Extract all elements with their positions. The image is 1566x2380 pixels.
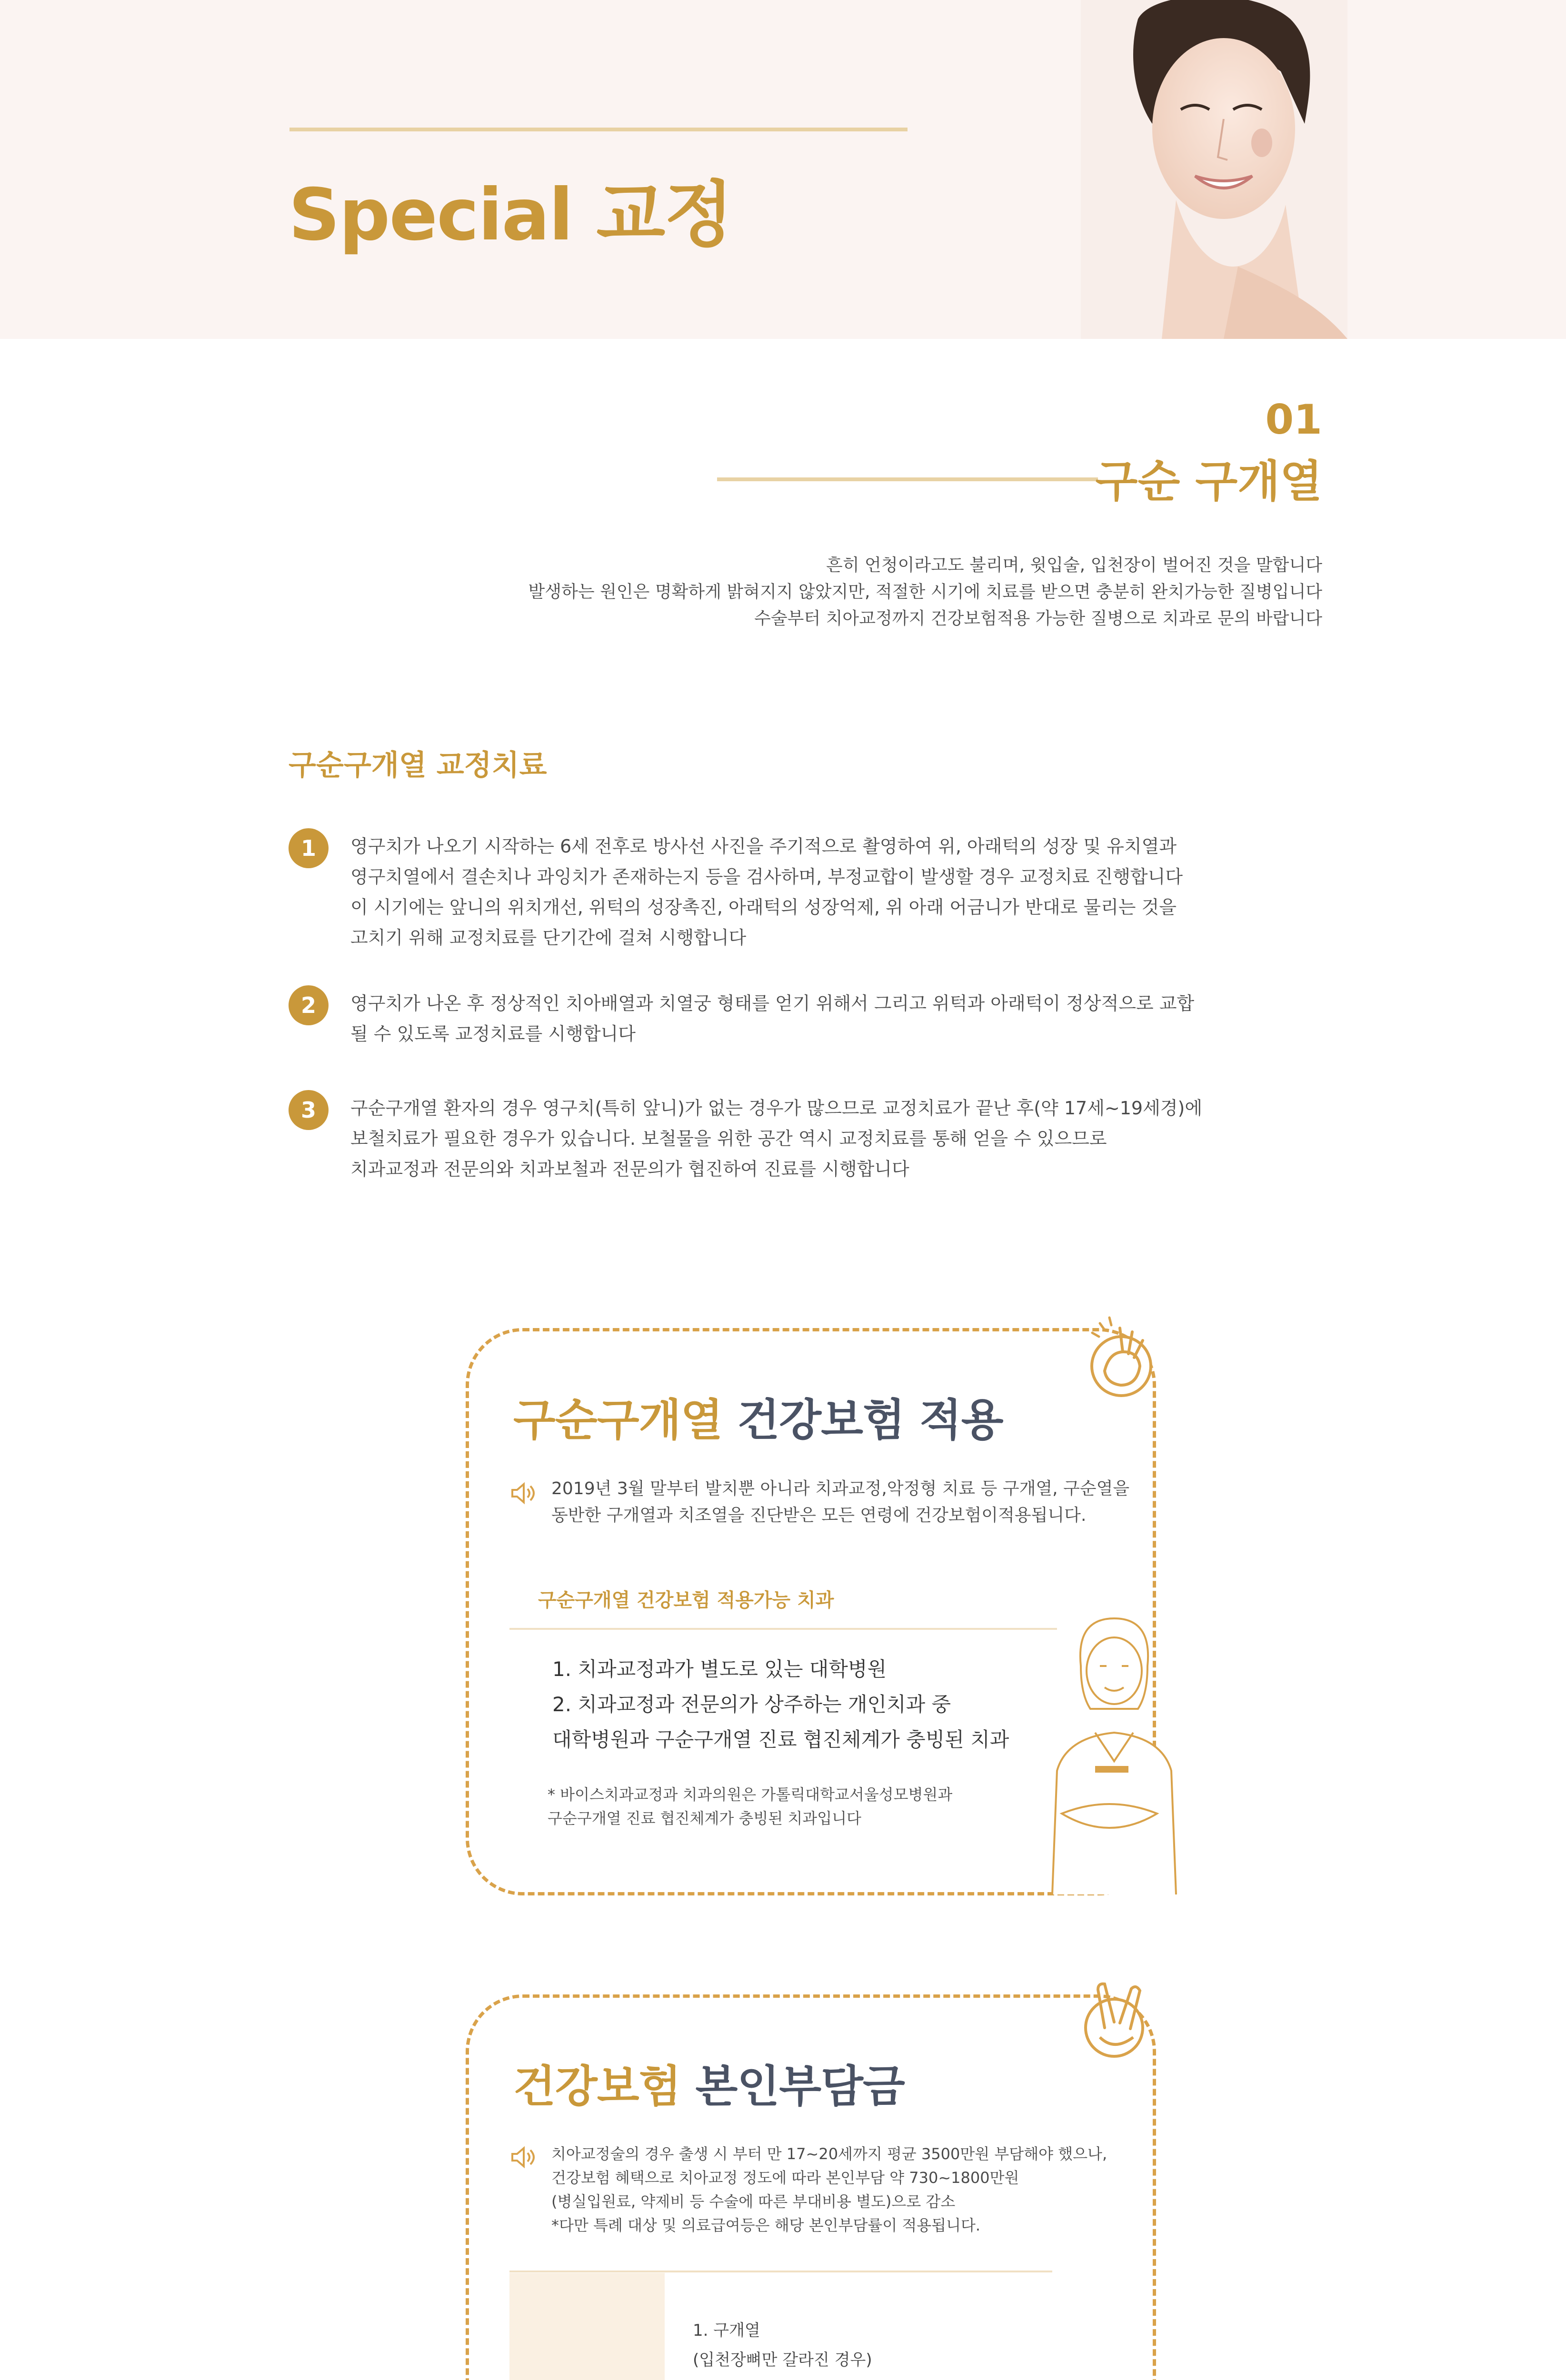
card2-divider bbox=[509, 2271, 1052, 2272]
step-text bbox=[350, 1093, 1255, 1184]
card1-note-line: * 바이스치과교정과 치과의원은 가톨릭대학교서울성모병원과 bbox=[548, 1785, 953, 1804]
step-line: 될 수 있도록 교정치료를 시행합니다 bbox=[350, 1023, 636, 1044]
card1-title-highlight: 구순구개열 bbox=[513, 1395, 723, 1446]
card2-title-rest: 본인부담금 bbox=[695, 2061, 905, 2112]
card1-list-item: 2. 치과교정과 전문의가 상주하는 개인치과 중 bbox=[552, 1693, 951, 1716]
card1-note-line: 구순구개열 진료 협진체계가 충빙된 치과입니다 bbox=[548, 1809, 861, 1827]
card2-intro bbox=[551, 2142, 1107, 2237]
card1-title bbox=[513, 1385, 1003, 1448]
card1-list-item: 대학병원과 구순구개열 진료 협진체계가 충빙된 치과 bbox=[552, 1728, 1009, 1751]
card2-intro-line: (병실입원료, 약제비 등 수술에 따른 부대비용 별도)으로 감소 bbox=[551, 2192, 956, 2211]
condition-line: (입천장뼈만 갈라진 경우) bbox=[693, 2350, 872, 2370]
conditions-label-box bbox=[509, 2273, 665, 2380]
step-line: 이 시기에는 앞니의 위치개선, 위턱의 성장촉진, 아래턱의 성장억제, 위 아래 어금니가 반대로 물리는 것을 bbox=[350, 897, 1177, 918]
step-line: 보철치료가 필요한 경우가 있습니다. 보철물을 위한 공간 역시 교정치료를 통해 얻을 수 있으므로 bbox=[350, 1128, 1107, 1149]
step-number-badge: 2 bbox=[289, 985, 329, 1025]
page-title: Special 교정 bbox=[289, 174, 733, 257]
card1-intro-line: 2019년 3월 말부터 발치뿐 아니라 치과교정,악정형 치료 등 구개열, 구순열을 bbox=[551, 1479, 1130, 1498]
card2-intro-line: 치아교정술의 경우 출생 시 부터 만 17~20세까지 평균 3500만원 부담해야 했으나, bbox=[551, 2145, 1107, 2163]
card1-subtitle: 구순구개열 건강보험 적용가능 치과 bbox=[538, 1589, 834, 1611]
step-line: 영구치가 나온 후 정상적인 치아배열과 치열궁 형태를 얻기 위해서 그리고 위턱과 아래턱이 정상적으로 교합 bbox=[350, 993, 1195, 1014]
card1-intro-line: 동반한 구개열과 치조열을 진단받은 모든 연령에 건강보험이적용됩니다. bbox=[551, 1506, 1087, 1525]
card2-intro-line: *다만 특례 대상 및 의료급여등은 해당 본인부담률이 적용됩니다. bbox=[551, 2216, 981, 2234]
step-number-badge: 3 bbox=[289, 1090, 329, 1130]
section-divider bbox=[717, 477, 1098, 481]
step-line: 고치기 위해 교정치료를 단기간에 걸쳐 시행합니다 bbox=[350, 927, 747, 948]
hand-ok-icon bbox=[1086, 1314, 1157, 1399]
conditions-list bbox=[693, 2316, 1016, 2380]
speaker-icon bbox=[509, 2144, 535, 2170]
intro-line: 발생하는 원인은 명확하게 밝혀지지 않았지만, 적절한 시기에 치료를 받으면 충분히 완치가능한 질병입니다 bbox=[528, 582, 1322, 602]
step-line: 영구치열에서 결손치나 과잉치가 존재하는지 등을 검사하며, 부정교합이 발생할 경우 교정치료 진행합니다 bbox=[350, 866, 1183, 887]
condition-line bbox=[693, 2375, 1016, 2380]
intro-line: 수술부터 치아교정까지 건강보험적용 가능한 질병으로 치과로 문의 바랍니다 bbox=[754, 609, 1322, 628]
section-intro bbox=[275, 552, 1322, 632]
step-line: 치과교정과 전문의와 치과보철과 전문의가 협진하여 진료를 시행합니다 bbox=[350, 1159, 909, 1180]
hero-banner bbox=[0, 0, 1566, 339]
doctor-illustration bbox=[1033, 1609, 1186, 1894]
card2-intro-line: 건강보험 혜택으로 치아교정 정도에 따라 본인부담 약 730~1800만원 bbox=[551, 2169, 1019, 2187]
card1-intro bbox=[551, 1476, 1129, 1529]
card2-title-highlight: 건강보험 bbox=[513, 2061, 681, 2112]
hero-divider bbox=[289, 128, 908, 131]
model-portrait-image bbox=[1081, 0, 1347, 339]
intro-line: 흔히 언청이라고도 불리며, 윗입술, 입천장이 벌어진 것을 말합니다 bbox=[826, 555, 1322, 575]
hand-v-sign-icon bbox=[1076, 1975, 1152, 2061]
card1-title-rest: 건강보험 적용 bbox=[737, 1395, 1003, 1446]
speaker-icon bbox=[509, 1480, 535, 1506]
step-number-badge: 1 bbox=[289, 828, 329, 868]
section-number: 01 bbox=[1265, 396, 1322, 444]
card1-note bbox=[548, 1783, 952, 1830]
card1-list-item: 1. 치과교정과가 별도로 있는 대학병원 bbox=[552, 1657, 887, 1681]
step-line: 영구치가 나오기 시작하는 6세 전후로 방사선 사진을 주기적으로 촬영하여 위, 아래턱의 성장 및 유치열과 bbox=[350, 836, 1177, 857]
condition-line: 1. 구개열 bbox=[693, 2321, 760, 2340]
card1-list bbox=[552, 1652, 1009, 1757]
step-text bbox=[350, 988, 1255, 1049]
card1-divider bbox=[509, 1628, 1057, 1630]
card2-title bbox=[513, 2052, 905, 2114]
step-line: 구순구개열 환자의 경우 영구치(특히 앞니)가 없는 경우가 많으므로 교정치료가 끝난 후(약 17세~19세경)에 bbox=[350, 1098, 1203, 1119]
section-title: 구순 구개열 bbox=[1095, 456, 1322, 507]
treatment-title: 구순구개열 교정치료 bbox=[289, 749, 547, 782]
step-text bbox=[350, 831, 1255, 953]
